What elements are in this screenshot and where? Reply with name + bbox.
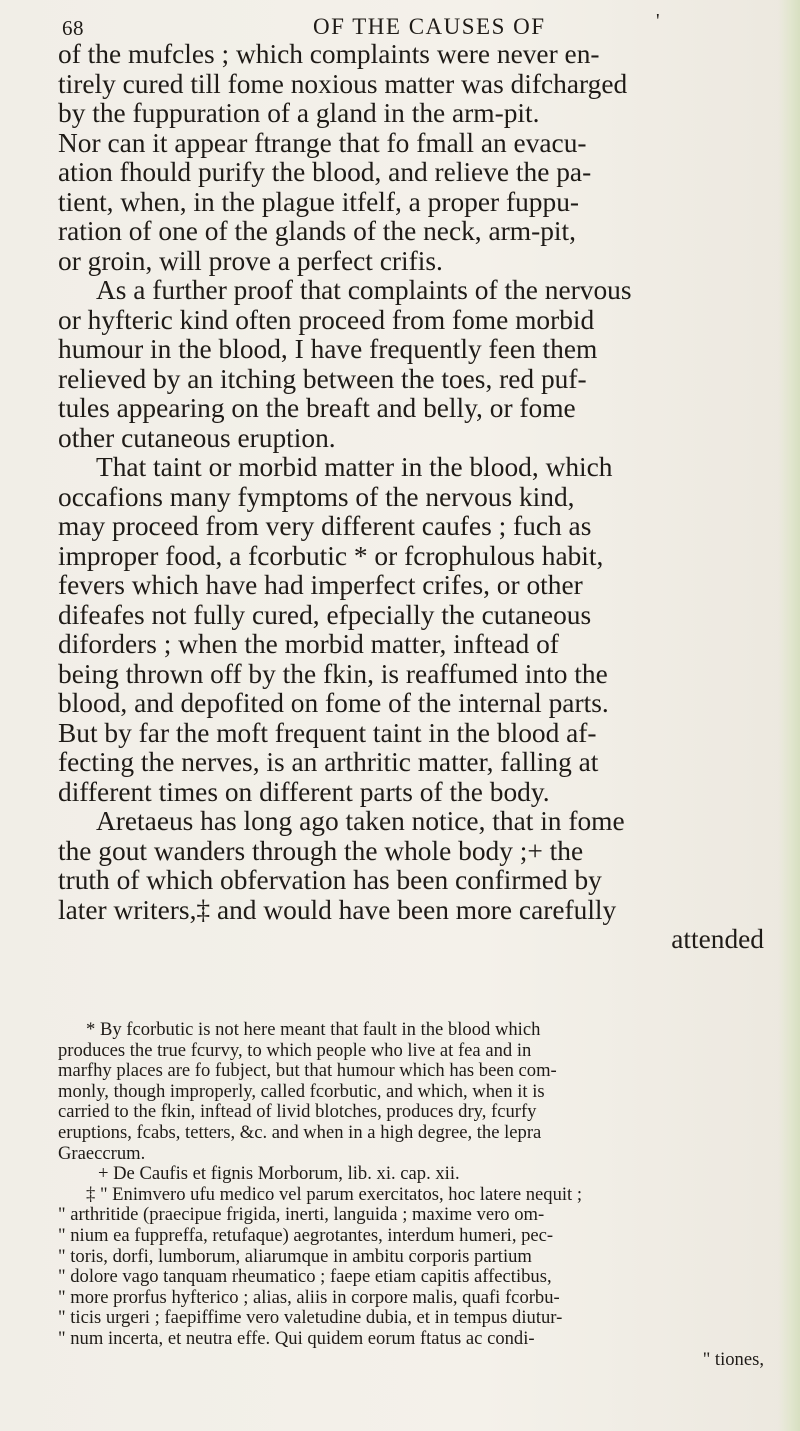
body-line: by the fuppuration of a gland in the arm-pit.: [58, 98, 540, 128]
body-line: relieved by an itching between the toes, red puf-: [58, 363, 587, 394]
footnote-line: " nium ea fuppreffa, retufaque) aegrotantes, interdum humeri, pec-: [58, 1224, 554, 1246]
body-line: improper food, a fcorbutic * or fcrophulous habit,: [58, 540, 604, 571]
body-line: other cutaneous eruption.: [58, 422, 336, 453]
footnote-line: eruptions, fcabs, tetters, &c. and when in a high degree, the lepra: [58, 1121, 542, 1143]
page-number: 68: [62, 16, 84, 40]
footnote-line: marfhy places are fo fubject, but that humour which has been com-: [58, 1060, 557, 1082]
footnote-line: " toris, dorfi, lumborum, aliarumque in ambitu corporis partium: [58, 1245, 532, 1267]
footnote-line: " ticis urgeri ; faepiffime vero valetudine dubia, et in tempus diutur-: [58, 1307, 563, 1329]
footnote-line: ‡ " Enimvero ufu medico vel parum exercitatos, hoc latere nequit ;: [86, 1183, 583, 1205]
footnote-line: * By fcorbutic is not here meant that fault in the blood which: [86, 1019, 541, 1040]
footnote-line: " num incerta, et neutra effe. Qui quidem eorum ftatus ac condi-: [58, 1327, 535, 1349]
body-line: or hyfteric kind often proceed from fome morbid: [58, 304, 595, 335]
footnote-line: " more prorfus hyfterico ; alias, aliis in corpore malis, quafi fcorbu-: [58, 1286, 560, 1308]
body-line: fevers which have had imperfect crifes, or other: [58, 570, 583, 600]
footnote-line: " arthritide (praecipue frigida, inerti, languida ; maxime vero om-: [58, 1204, 545, 1226]
body-line: the gout wanders through the whole body ;+ the: [58, 835, 584, 866]
footnote-line: carried to the fkin, inftead of livid blotches, produces dry, fcurfy: [58, 1101, 537, 1123]
body-line: tules appearing on the breaft and belly, or fome: [58, 393, 576, 423]
body-line: humour in the blood, I have frequently feen them: [58, 334, 598, 364]
body-line: As a further proof that complaints of the nervous: [96, 275, 632, 305]
catchword: attended: [671, 924, 764, 954]
body-line: being thrown off by the fkin, is reaffumed into the: [58, 658, 608, 689]
body-text: [58, 40, 764, 955]
page-edge-tint: [778, 0, 800, 1431]
running-head-mark: ': [656, 10, 660, 32]
body-line: later writers,‡ and would have been more carefully: [58, 894, 617, 925]
footnote-catchword: " tiones,: [702, 1348, 764, 1370]
body-line: difeafes not fully cured, efpecially the cutaneous: [58, 599, 592, 630]
body-line: tirely cured till fome noxious matter was difcharged: [58, 68, 628, 99]
body-line: ration of one of the glands of the neck, arm-pit,: [58, 216, 576, 246]
body-line: different times on different parts of the body.: [58, 776, 550, 807]
body-line: blood, and depofited on fome of the internal parts.: [58, 688, 609, 718]
footnote-line: + De Caufis et fignis Morborum, lib. xi. cap. xii.: [98, 1163, 460, 1185]
body-line: Aretaeus has long ago taken notice, that in fome: [96, 806, 625, 836]
running-head: OF THE CAUSES OF: [313, 14, 546, 39]
footnote-line: produces the true fcurvy, to which people who live at fea and in: [58, 1039, 532, 1061]
body-line: diforders ; when the morbid matter, inftead of: [58, 629, 559, 659]
body-line: But by far the moft frequent taint in the blood af-: [58, 717, 597, 748]
footnote-line: " dolore vago tanquam rheumatico ; faepe etiam capitis affectibus,: [58, 1266, 552, 1288]
body-line: tient, when, in the plague itfelf, a proper fuppu-: [58, 186, 580, 217]
body-line: That taint or morbid matter in the blood, which: [96, 452, 613, 482]
body-line: ation fhould purify the blood, and relieve the pa-: [58, 157, 592, 187]
footnote-line: Graeccrum.: [58, 1142, 146, 1164]
body-line: fecting the nerves, is an arthritic matter, falling at: [58, 747, 599, 777]
footnote-line: monly, though improperly, called fcorbutic, and which, when it is: [58, 1080, 545, 1102]
body-line: of the mufcles ; which complaints were never en-: [58, 39, 600, 69]
body-line: may proceed from very different caufes ; fuch as: [58, 511, 592, 541]
body-line: occafions many fymptoms of the nervous kind,: [58, 481, 575, 512]
body-line: or groin, will prove a perfect crifis.: [58, 245, 443, 276]
body-line: truth of which obfervation has been confirmed by: [58, 865, 602, 895]
body-line: Nor can it appear ftrange that fo fmall an evacu-: [58, 127, 587, 158]
footnotes: [58, 1020, 764, 1370]
